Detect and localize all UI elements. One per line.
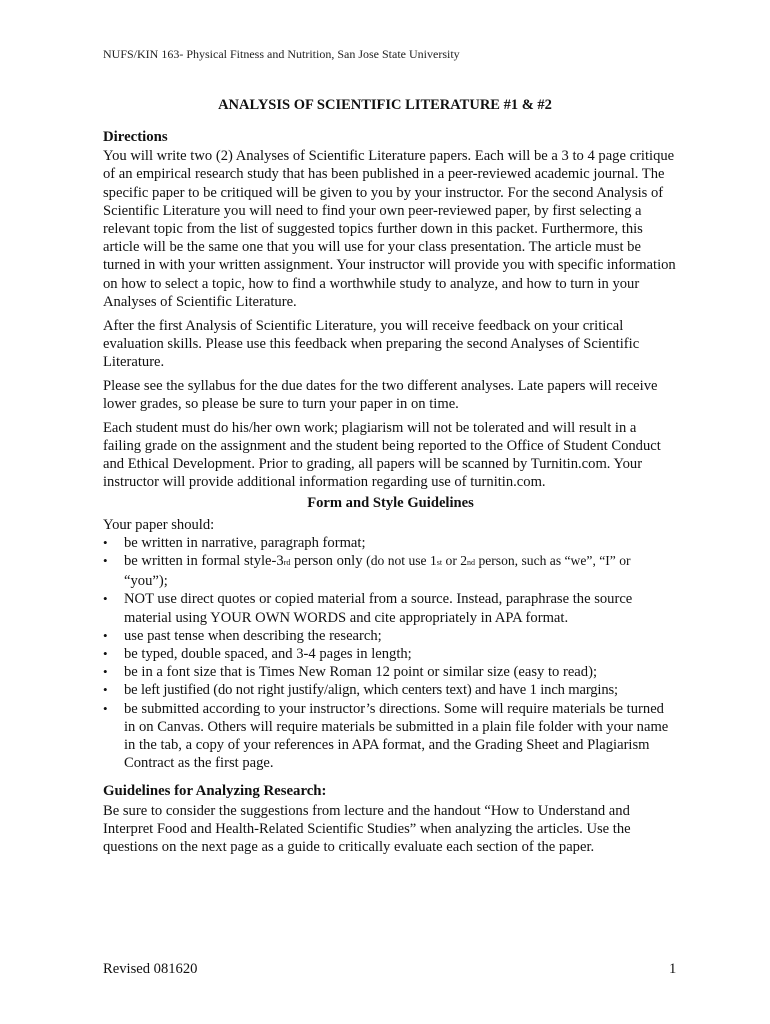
- list-item-text-part: person, such as “we”, “I” or: [475, 552, 631, 568]
- list-item-text: be typed, double spaced, and 3-4 pages in length;: [124, 645, 412, 662]
- ordinal-suffix: st: [436, 557, 443, 567]
- list-item: [103, 645, 678, 663]
- list-item-text-part: be written in formal style-3: [124, 552, 284, 569]
- directions-paragraph-2: After the first Analysis of Scientific Literature, you will receive feedback on your critical evaluation skills. Please use this feedback when preparing the second Analyses of Scientific Literature.: [103, 317, 640, 370]
- form-style-heading: Form and Style Guidelines: [307, 495, 474, 512]
- list-item: [103, 534, 678, 552]
- bullet-icon: •: [103, 664, 108, 680]
- list-item-text: use past tense when describing the research;: [124, 627, 382, 644]
- running-head: NUFS/KIN 163- Physical Fitness and Nutrition, San Jose State University: [103, 47, 460, 61]
- list-item-text: be written in narrative, paragraph format;: [124, 534, 366, 551]
- form-style-intro: Your paper should:: [103, 516, 215, 533]
- list-item: [103, 700, 678, 773]
- revision-label: Revised 081620: [103, 961, 198, 977]
- list-item-text: be in a font size that is Times New Roman 12 point or similar size (easy to read);: [124, 664, 597, 681]
- bullet-icon: •: [103, 682, 108, 698]
- directions-paragraph-1: You will write two (2) Analyses of Scientific Literature papers. Each will be a 3 to 4 page critique of an empirical research study that has been published in a peer-reviewed academic journal. The specific paper to be critiqued will be given to you by your instructor. For the second Analysis of Scientific Literature you will need to find your own peer-reviewed paper, by first selecting a relevant topic from the list of suggested topics further down in this packet. Furthermore, this article will be the same one that you will use for your class presentation. The article must be turned in with your written assignment. Your instructor will provide you with specific information on how to select a topic, how to find a worthwhile study to analyze, and how to turn in your Analyses of Scientific Literature.: [103, 148, 676, 310]
- page-number: 1: [669, 961, 677, 977]
- bullet-icon: •: [103, 552, 108, 568]
- directions-heading: Directions: [103, 129, 168, 145]
- bullet-icon: •: [103, 534, 108, 550]
- list-item-text-part: or 2: [442, 552, 468, 568]
- document-body: [103, 128, 678, 862]
- directions-paragraph-4: Each student must do his/her own work; plagiarism will not be tolerated and will result in a failing grade on the assignment and the student being reported to the Office of Student Conduct and Ethical Development. Prior to grading, all papers will be scanned by Turnitin.com. Your instructor will provide additional information regarding use of turnitin.com.: [103, 419, 661, 491]
- bullet-icon: •: [103, 627, 108, 643]
- list-item-text-part: “you”);: [124, 573, 168, 590]
- bullet-icon: •: [103, 700, 108, 716]
- bullet-icon: •: [103, 645, 108, 661]
- guidelines-heading: Guidelines for Analyzing Research:: [103, 783, 327, 800]
- form-style-list: [103, 534, 678, 773]
- list-item: [103, 663, 678, 681]
- list-item-text: be submitted according to your instructor’s directions. Some will require materials be turned in on Canvas. Others will require materials be submitted in a plain file folder with your name in the tab, a copy of your references in APA format, and the Grading Sheet and Plagiarism Contract as the first page.: [124, 700, 669, 772]
- list-item-text-part: (do not use 1: [366, 552, 437, 568]
- bullet-icon: •: [103, 591, 108, 607]
- document-title: ANALYSIS OF SCIENTIFIC LITERATURE #1 & #2: [218, 97, 552, 113]
- list-item: [103, 681, 678, 699]
- list-item-text-part: person only: [290, 552, 367, 569]
- ordinal-suffix: nd: [467, 557, 476, 567]
- list-item: [103, 590, 678, 626]
- guidelines-paragraph: Be sure to consider the suggestions from lecture and the handout “How to Understand and Interpret Food and Health-Related Scientific Studies” when analyzing the articles. Use the questions on the next page as a guide to critically evaluate each section of the paper.: [103, 802, 631, 856]
- list-item: [103, 552, 678, 590]
- directions-paragraph-3: Please see the syllabus for the due dates for the two different analyses. Late papers will receive lower grades, so please be sure to turn your paper in on time.: [103, 377, 658, 412]
- list-item-text: NOT use direct quotes or copied material from a source. Instead, paraphrase the source material using YOUR OWN WORDS and cite appropriately in APA format.: [124, 591, 633, 626]
- ordinal-suffix: rd: [283, 557, 291, 567]
- list-item-text: be left justified (do not right justify/align, which centers text) and have 1 inch margins;: [124, 682, 618, 699]
- list-item: [103, 627, 678, 645]
